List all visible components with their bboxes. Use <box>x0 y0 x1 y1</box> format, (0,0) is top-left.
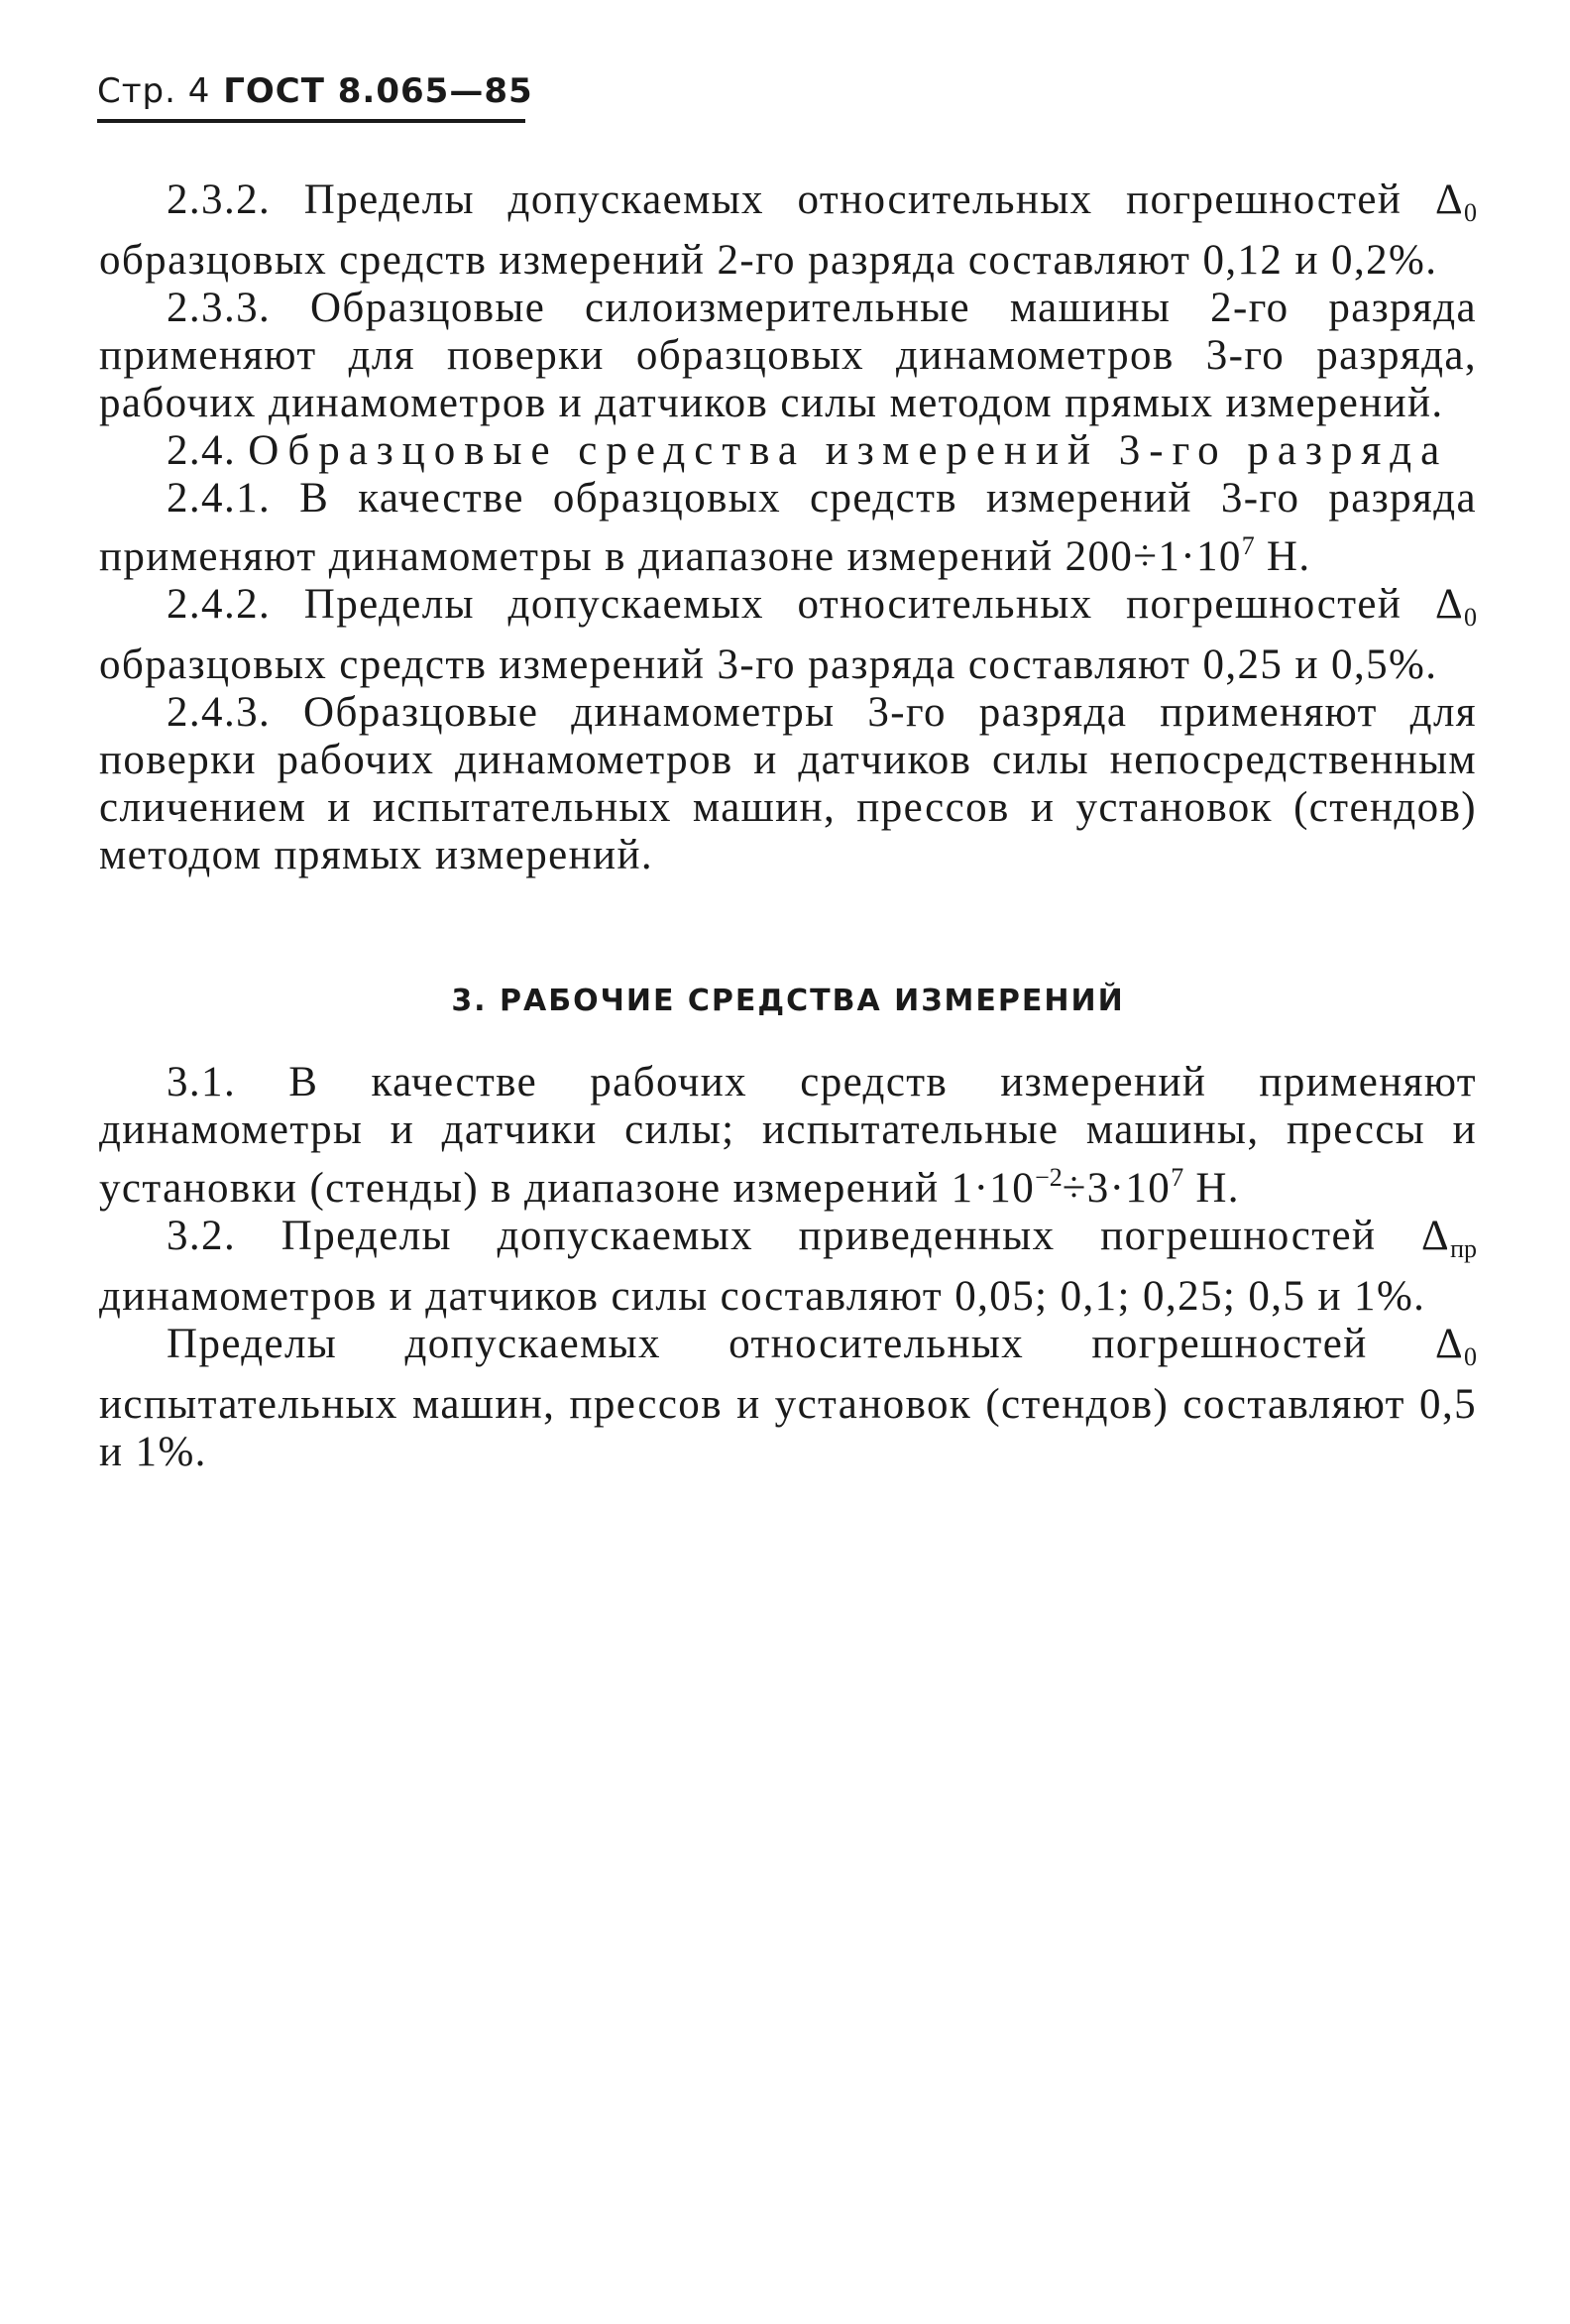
clause-2-4-3: 2.4.3. Образцовые динамометры 3-го разряда применяют для поверки рабочих динамометров и датчиков силы непосредственным сличением и испытательных машин, прессов и установок (стендов) методом прямых измерений. <box>99 689 1477 878</box>
clause-3-2: 3.2. Пределы допускаемых приведенных погрешностей $\Delta_{пр}$ динамометров и датчиков силы составляют 0,05; 0,1; 0,25; 0,5 и 1%. <box>99 1213 1477 1320</box>
clause-2-4-heading: 2.4. Образцовые средства измерений 3-го разряда <box>167 427 1449 474</box>
header-rule <box>97 119 525 123</box>
clause-2-4-title: Образцовые средства измерений 3-го разряда <box>248 427 1449 474</box>
clause-2-3-3: 2.3.3. Образцовые силоизмерительные машины 2-го разряда применяют для поверки образцовых динамометров 3-го разряда, рабочих динамометров и датчиков силы методом прямых измерений. <box>99 285 1477 426</box>
clause-3-2-continued: Пределы допускаемых относительных погрешностей $\Delta_0$ испытательных машин, прессов и установок (стендов) составляют 0,5 и 1%. <box>99 1321 1477 1475</box>
section-3-heading: 3. РАБОЧИЕ СРЕДСТВА ИЗМЕРЕНИЙ <box>451 984 1125 1018</box>
section-2-body <box>99 176 1477 879</box>
running-header <box>97 71 533 111</box>
clause-2-3-2: 2.3.2. Пределы допускаемых относительных погрешностей $\Delta_0$ образцовых средств измерений 2-го разряда составляют 0,12 и 0,2%. <box>99 176 1477 284</box>
standard-designation: ГОСТ 8.065—85 <box>223 71 533 111</box>
section-3-body <box>99 1059 1477 1476</box>
clause-2-4-1: 2.4.1. В качестве образцовых средств измерений 3-го разряда применяют динамометры в диапазоне измерений $200\div 1\cdot 10^7$ Н. <box>99 475 1477 580</box>
clause-3-1: 3.1. В качестве рабочих средств измерений применяют динамометры и датчики силы; испытательные машины, прессы и установки (стенды) в диапазоне измерений $1\cdot 10^{-2}\div 3\cdot 10^7$ Н. <box>99 1059 1477 1212</box>
page-number-label: Стр. 4 <box>97 71 211 111</box>
clause-2-4-2: 2.4.2. Пределы допускаемых относительных погрешностей $\Delta_0$ образцовых средств измерений 3-го разряда составляют 0,25 и 0,5%. <box>99 581 1477 688</box>
